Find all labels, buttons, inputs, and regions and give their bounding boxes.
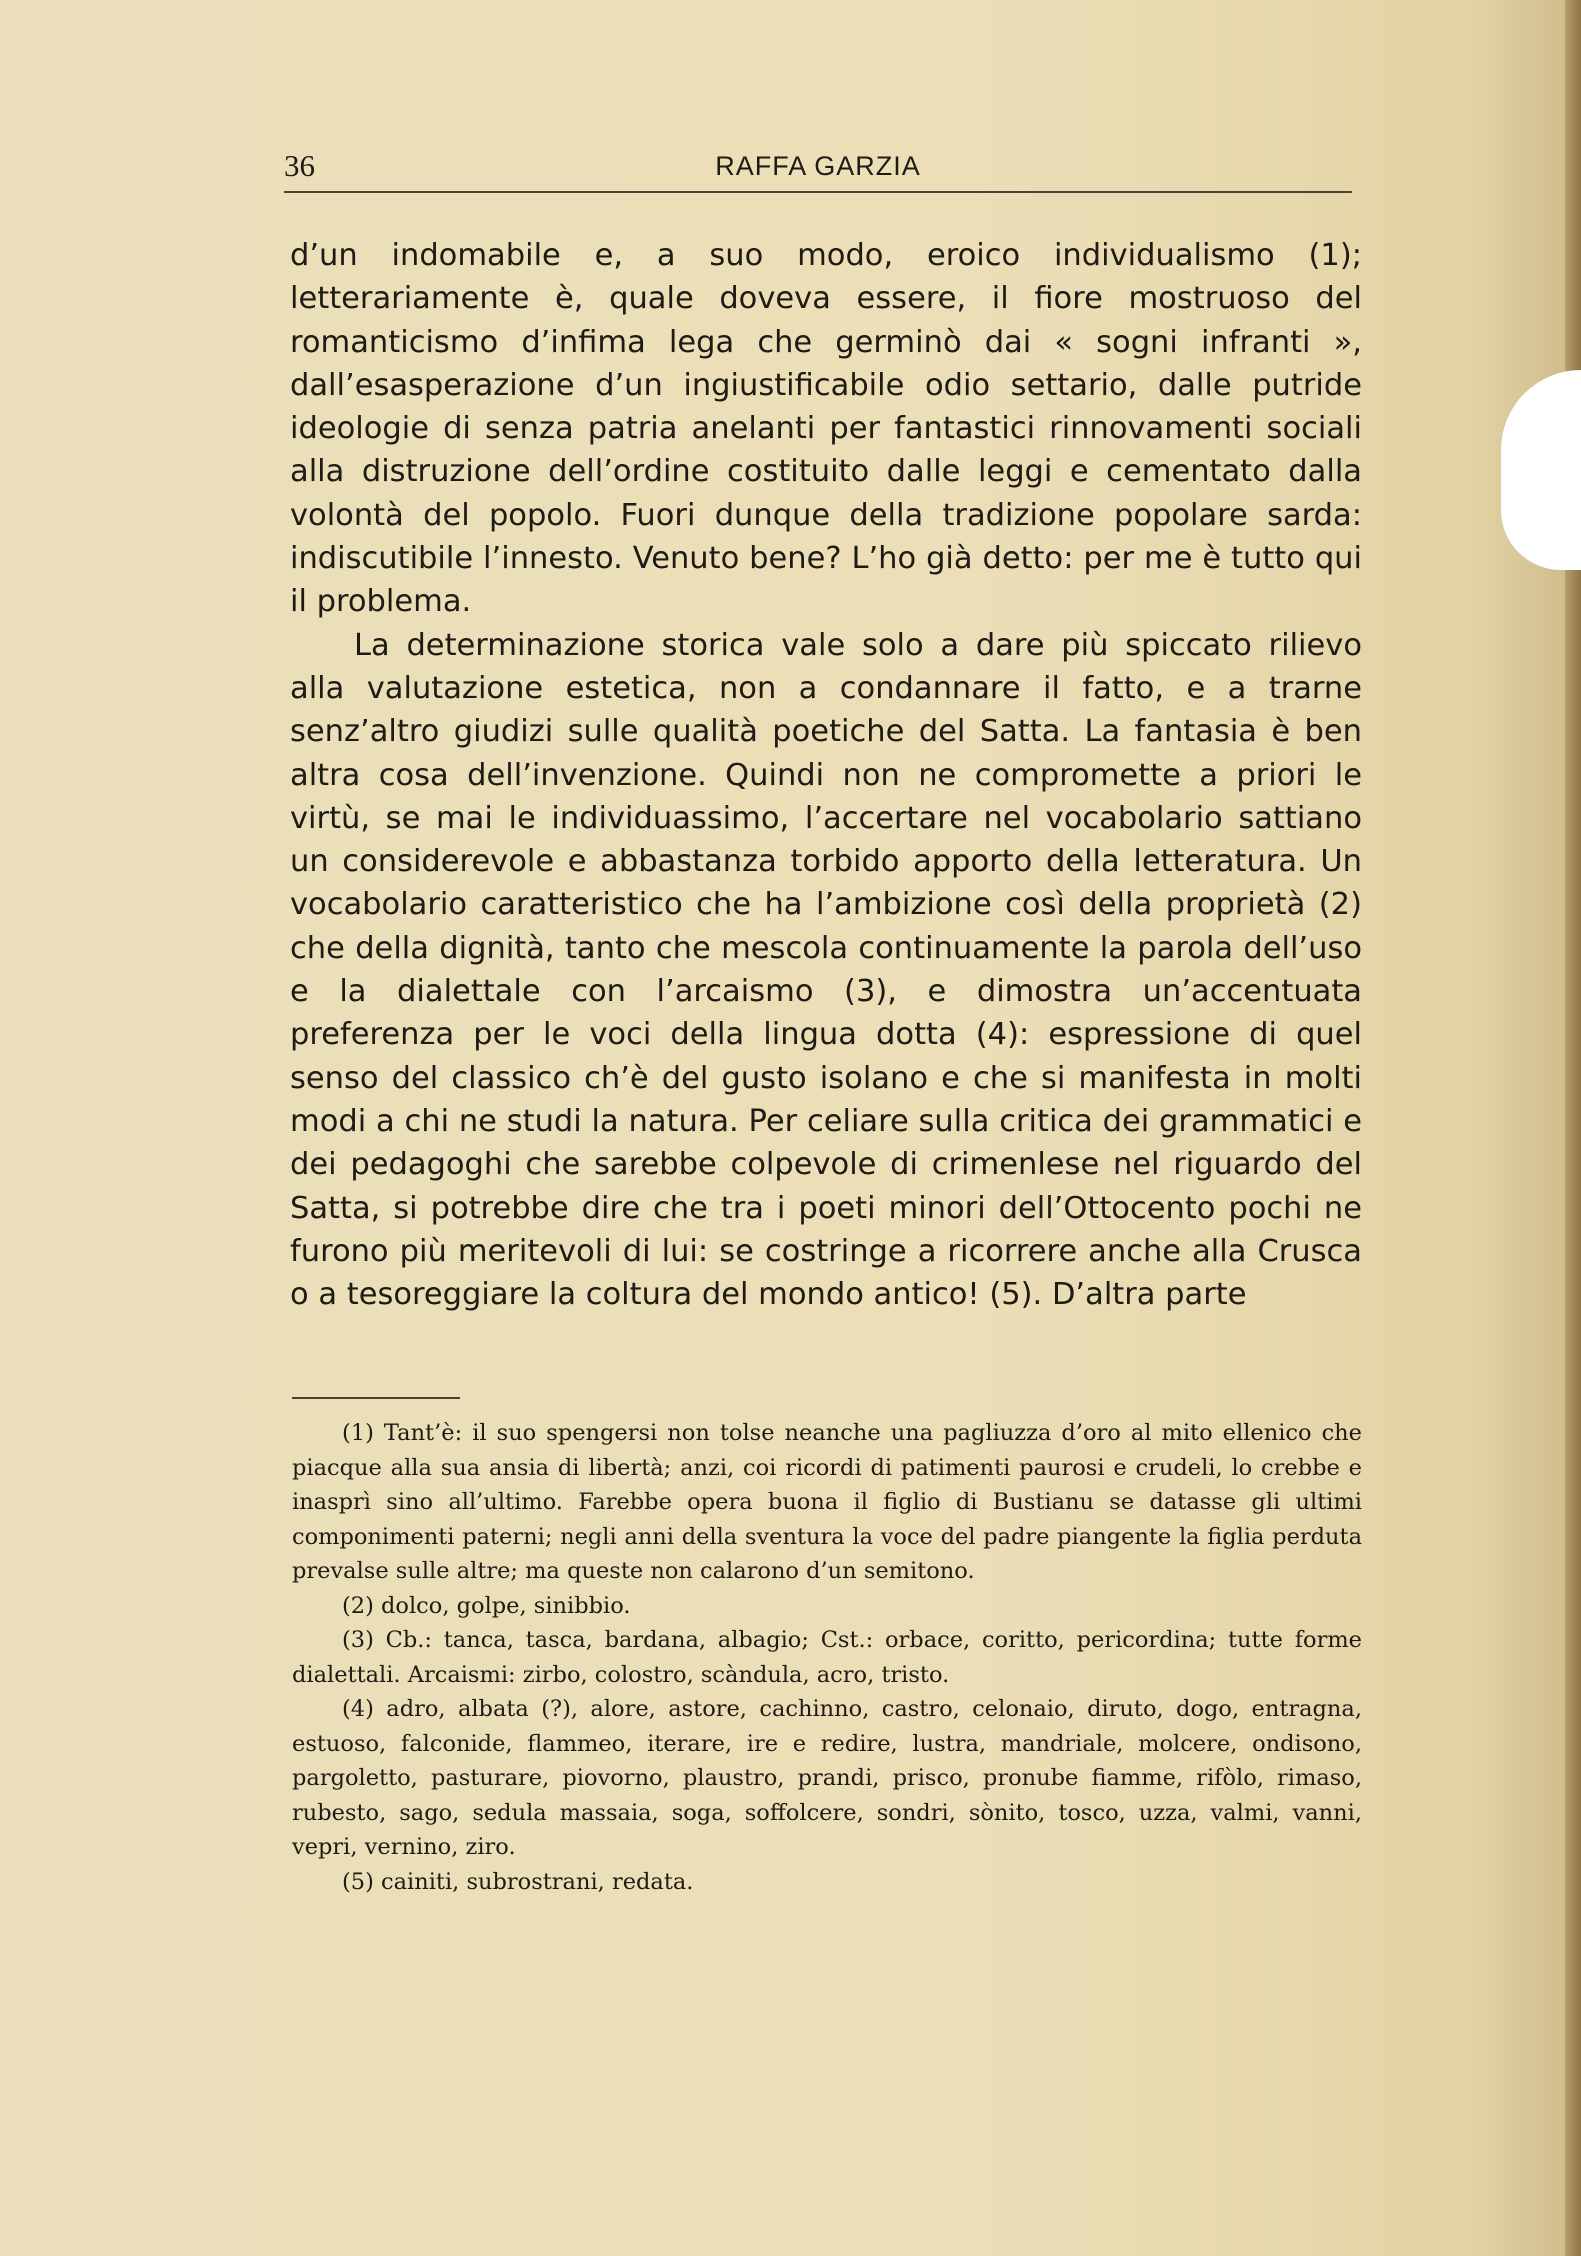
- footnote-3: (3) Cb.: tanca, tasca, bardana, albagio; Cst.: orbace, coritto, pericordina; tutte forme dialettali. Arcaismi: zirbo, colostro, scàndula, acro, tristo.: [292, 1627, 1362, 1688]
- footnote-1: (1) Tant’è: il suo spengersi non tolse neanche una pagliuzza d’oro al mito ellenico che piacque alla sua ansia di libertà; anzi, coi ricordi di patimenti paurosi e crudeli, lo crebbe e inasprì sino all’ultimo. Farebbe opera buona il figlio di Bustianu se datasse gli ultimi componimenti paterni; negli anni della sventura la voce del padre piangente la figlia perduta prevalse sulle altre; ma queste non calarono d’un semitono.: [292, 1420, 1362, 1584]
- footnote-5: (5) cainiti, subrostrani, redata.: [342, 1868, 694, 1895]
- running-head: [284, 146, 1352, 190]
- paragraph-continued: d’un indomabile e, a suo modo, eroico individualismo (1); letterariamente è, quale doveva essere, il fiore mostruoso del romanticismo d’infima lega che germinò dai « sogni infranti », dall’esasperazione d’un ingiustificabile odio settario, dalle putride ideologie di senza patria anelanti per fantastici rinnovamenti sociali alla distruzione dell’ordine costituito dalle leggi e cementato dalla volontà del popolo. Fuori dunque della tradizione popolare sarda: indiscutibile l’innesto. Venuto bene? L’ho già detto: per me è tutto qui il problema.: [290, 238, 1362, 620]
- body-text: [290, 234, 1362, 1316]
- footnotes: [292, 1416, 1362, 1899]
- footnote-2: (2) dolco, golpe, sinibbio.: [342, 1592, 631, 1619]
- paragraph: La determinazione storica vale solo a dare più spiccato rilievo alla valutazione estetica, non a condannare il fatto, e a trarne senz’altro giudizi sulle qualità poetiche del Satta. La fantasia è ben altra cosa dell’invenzione. Quindi non ne compromette a priori le virtù, se mai le individuassimo, l’accertare nel vocabolario sattiano un considerevole e abbastanza torbido apporto della letteratura. Un vocabolario caratteristico che ha l’ambizione così della proprietà (2) che della dignità, tanto che mescola continuamente la parola dell’uso e la dialettale con l’arcaismo (3), e dimostra un’accentuata preferenza per le voci della lingua dotta (4): espressione di quel senso del classico ch’è del gusto isolano e che si manifesta in molti modi a chi ne studi la natura. Per celiare sulla critica dei grammatici e dei pedagoghi che sarebbe colpevole di crimenlese nel riguardo del Satta, si potrebbe dire che tra i poeti minori dell’Ottocento pochi ne furono più meritevoli di lui: se costringe a ricorrere anche alla Crusca o a tesoreggiare la coltura del mondo antico! (5). D’altra parte: [290, 627, 1362, 1313]
- footnote-4: (4) adro, albata (?), alore, astore, cachinno, castro, celonaio, diruto, dogo, entragna, estuoso, falconide, flammeo, iterare, ire e redire, lustra, mandriale, molcere, ondisono, pargoletto, pasturare, piovorno, plaustro, prandi, prisco, pronube fiamme, rifòlo, rimaso, rubesto, sago, sedula massaia, soga, soffolcere, sondri, sònito, tosco, uzza, valmi, vanni, vepri, vernino, ziro.: [292, 1696, 1362, 1860]
- page-number: 36: [284, 148, 315, 183]
- page-edge-shadow: [1565, 0, 1581, 2256]
- footnote-rule: [292, 1397, 460, 1399]
- header-rule: [284, 191, 1352, 193]
- running-title: RAFFA GARZIA: [715, 151, 921, 181]
- torn-edge: [1501, 370, 1581, 570]
